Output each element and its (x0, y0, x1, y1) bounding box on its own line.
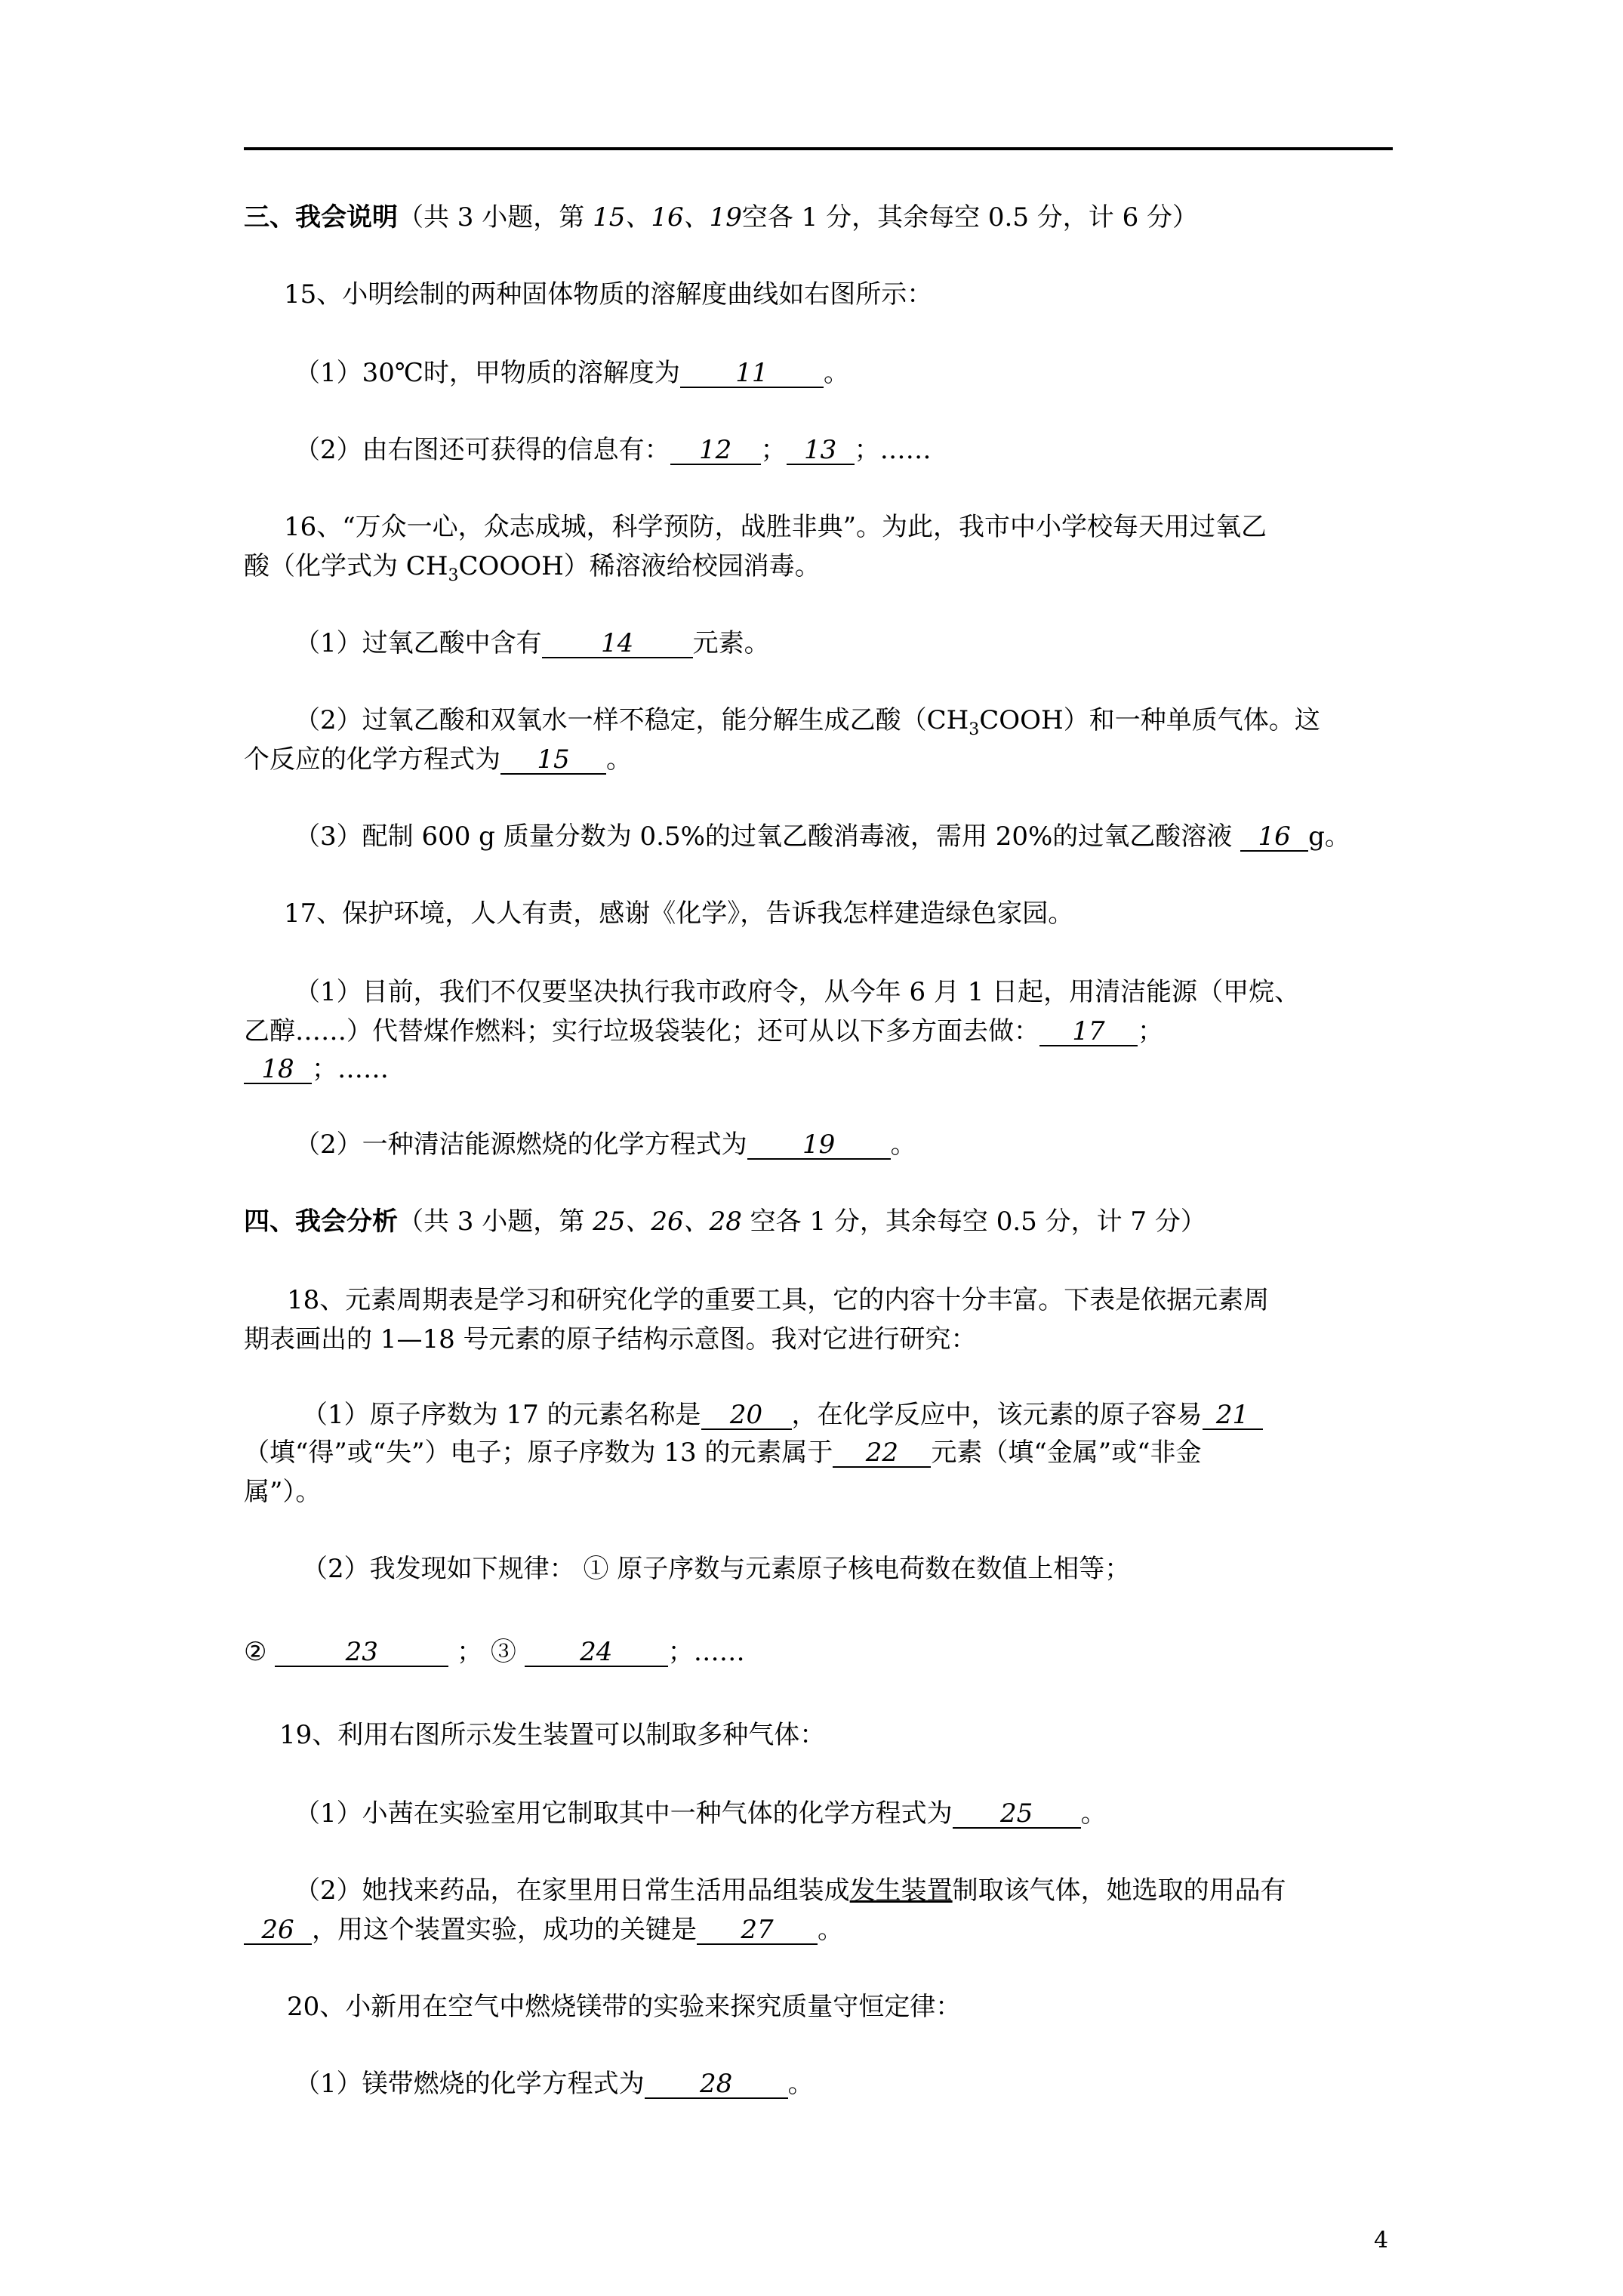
section-note: （共 3 小题，第 25、26、28 空各 1 分，其余每空 0.5 分，计 7 分） (398, 1207, 1206, 1237)
section-title: 四、我会分析 (244, 1207, 398, 1237)
answer-blank-22[interactable]: 22 (833, 1439, 931, 1468)
q17-part2: （2）一种清洁能源燃烧的化学方程式为 19 。 (294, 1130, 916, 1160)
q19-stem: 19、利用右图所示发生装置可以制取多种气体： (279, 1720, 826, 1750)
answer-blank-12[interactable]: 12 (670, 436, 761, 465)
answer-blank-11[interactable]: 11 (680, 359, 824, 388)
answer-blank-19[interactable]: 19 (747, 1131, 891, 1160)
section-4-heading (244, 1207, 1206, 1237)
q16-part3: （3）配制 600 g 质量分数为 0.5%的过氧乙酸消毒液，需用 20%的过氧乙酸溶液 16 g。 (294, 821, 1350, 852)
q18-stem-line1: 18、元素周期表是学习和研究化学的重要工具，它的内容十分丰富。下表是依据元素周 (287, 1285, 1270, 1315)
answer-blank-24[interactable]: 24 (525, 1638, 668, 1667)
answer-blank-17[interactable]: 17 (1039, 1018, 1138, 1046)
answer-blank-28[interactable]: 28 (645, 2070, 788, 2099)
q17-part1-line3: 18 ；…… (244, 1054, 389, 1084)
q18-stem-line2: 期表画出的 1—18 号元素的原子结构示意图。我对它进行研究： (244, 1324, 977, 1354)
q15-part1: （1）30℃时，甲物质的溶解度为 11 。 (294, 358, 849, 388)
answer-blank-14[interactable]: 14 (542, 630, 693, 658)
answer-blank-13[interactable]: 13 (787, 436, 855, 465)
q18-part1-line3: 属”）。 (244, 1477, 322, 1507)
q16-stem-line1: 16、“万众一心，众志成城，科学预防，战胜非典”。为此，我市中小学校每天用过氧乙 (284, 512, 1267, 542)
answer-blank-16[interactable]: 16 (1240, 823, 1308, 852)
q17-part1-line2: 乙醇……）代替煤作燃料；实行垃圾袋装化；还可从以下多方面去做： 17 ； (244, 1016, 1163, 1046)
q16-part1: （1）过氧乙酸中含有 14 元素。 (294, 628, 770, 658)
answer-blank-23[interactable]: 23 (275, 1638, 448, 1667)
q18-part2-continued: ② 23 ； ③ 24 ；…… (244, 1637, 745, 1667)
q18-part2: （2）我发现如下规律： ① 原子序数与元素原子核电荷数在数值上相等； (302, 1554, 1131, 1584)
page-number: 4 (1374, 2227, 1389, 2254)
answer-blank-26[interactable]: 26 (244, 1916, 312, 1945)
section-title: 三、我会说明 (244, 202, 398, 233)
q15-stem: 15、小明绘制的两种固体物质的溶解度曲线如右图所示： (284, 279, 933, 310)
answer-blank-15[interactable]: 15 (500, 746, 606, 775)
q18-part1-line1: （1）原子序数为 17 的元素名称是 20 ，在化学反应中，该元素的原子容易 21 (302, 1400, 1263, 1430)
q17-part1-line1: （1）目前，我们不仅要坚决执行我市政府令，从今年 6 月 1 日起，用清洁能源（甲烷、 (294, 977, 1301, 1007)
q16-part2-line1: （2）过氧乙酸和双氧水一样不稳定，能分解生成乙酸$(CH_3COOH)$和一种单质气体。这 (294, 705, 1320, 739)
underlined-term: 发生装置 (849, 1875, 953, 1906)
answer-blank-21[interactable]: 21 (1203, 1401, 1263, 1430)
q15-part2: （2）由右图还可获得的信息有： 12 ； 13 ；…… (294, 435, 932, 465)
q19-part2-line1: （2）她找来药品，在家里用日常生活用品组装成发生装置制取该气体，她选取的用品有 (294, 1875, 1286, 1906)
answer-blank-25[interactable]: 25 (953, 1800, 1081, 1829)
q16-stem-line2: 酸（化学式为 $CH_3COOOH$）稀溶液给校园消毒。 (244, 551, 821, 585)
q20-stem: 20、小新用在空气中燃烧镁带的实验来探究质量守恒定律： (287, 1992, 962, 2022)
section-note: （共 3 小题，第 15、16、19空各 1 分，其余每空 0.5 分，计 6 分） (398, 202, 1199, 233)
q18-part1-line2: （填“得”或“失”）电子；原子序数为 13 的元素属于 22 元素（填“金属”或“非金 (244, 1438, 1202, 1468)
q19-part1: （1）小茜在实验室用它制取其中一种气体的化学方程式为 25 。 (294, 1798, 1107, 1829)
section-3-heading (244, 202, 1198, 233)
header-rule (244, 147, 1393, 150)
q16-part2-line2: 个反应的化学方程式为 15 。 (244, 744, 632, 775)
answer-blank-27[interactable]: 27 (697, 1916, 818, 1945)
q19-part2-line2: 26 ，用这个装置实验，成功的关键是 27 。 (244, 1915, 843, 1945)
answer-blank-18[interactable]: 18 (244, 1056, 312, 1084)
q20-part1: （1）镁带燃烧的化学方程式为 28 。 (294, 2069, 814, 2099)
q17-stem: 17、保护环境，人人有责，感谢《化学》，告诉我怎样建造绿色家园。 (284, 898, 1074, 929)
answer-blank-20[interactable]: 20 (701, 1401, 792, 1430)
